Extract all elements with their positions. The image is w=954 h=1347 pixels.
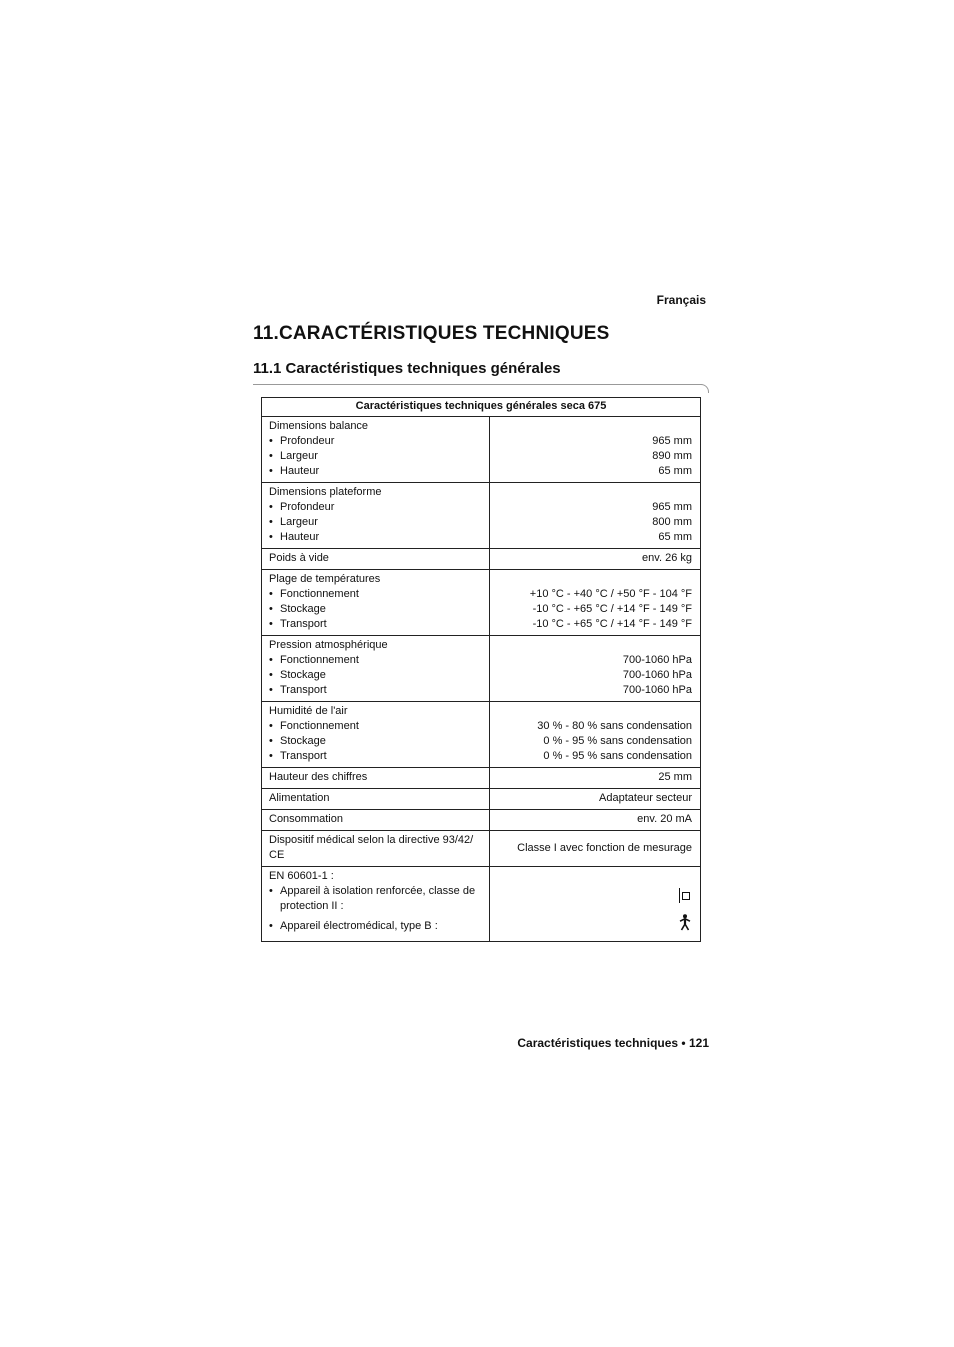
row-label-cell xyxy=(262,570,490,636)
row-value-cell xyxy=(490,570,701,636)
list-item: • Stockage xyxy=(269,603,326,615)
type-b-icon xyxy=(679,914,691,931)
row-value: env. 26 kg xyxy=(490,549,701,570)
table-header-row xyxy=(262,398,701,417)
row-label: Plage de températures xyxy=(269,573,381,585)
table-row xyxy=(262,768,701,789)
row-value: 700-1060 hPa xyxy=(622,669,692,681)
list-item: • Transport xyxy=(269,684,327,696)
list-item: • Fonctionnement xyxy=(269,654,359,666)
row-label: Humidité de l'air xyxy=(269,705,348,717)
specs-table xyxy=(261,397,701,942)
row-value: Adaptateur secteur xyxy=(490,789,701,810)
row-value: 25 mm xyxy=(490,768,701,789)
list-item: • Appareil à isolation renforcée, classe de protection II : xyxy=(269,885,476,912)
row-value: -10 °C - +65 °C / +14 °F - 149 °F xyxy=(532,603,692,615)
row-label: EN 60601-1 : xyxy=(269,870,334,882)
row-label: Hauteur des chiffres xyxy=(262,768,490,789)
list-item: • Stockage xyxy=(269,735,326,747)
row-label-cell xyxy=(262,417,490,483)
row-label: Poids à vide xyxy=(262,549,490,570)
table-row xyxy=(262,636,701,702)
list-item: • Stockage xyxy=(269,669,326,681)
section-title: 11.1 Caractéristiques techniques générales xyxy=(253,360,561,377)
row-value: 700-1060 hPa xyxy=(622,684,692,696)
row-value-cell xyxy=(490,702,701,768)
table-row xyxy=(262,789,701,810)
row-value: 700-1060 hPa xyxy=(622,654,692,666)
row-label-cell xyxy=(262,867,490,942)
row-value: 890 mm xyxy=(652,450,692,462)
chapter-title: 11.CARACTÉRISTIQUES TECHNIQUES xyxy=(253,323,610,344)
table-row xyxy=(262,549,701,570)
row-value: 965 mm xyxy=(652,435,692,447)
row-label: Dispositif médical selon la directive 93/42/ CE xyxy=(262,831,490,867)
list-item: • Appareil électromédical, type B : xyxy=(269,920,438,932)
list-item: • Transport xyxy=(269,750,327,762)
row-label-cell xyxy=(262,636,490,702)
row-value: 30 % - 80 % sans condensation xyxy=(537,720,692,732)
row-value: 0 % - 95 % sans condensation xyxy=(543,750,692,762)
list-item: • Fonctionnement xyxy=(269,720,359,732)
table-row xyxy=(262,483,701,549)
row-value: 65 mm xyxy=(658,465,692,477)
table-row xyxy=(262,867,701,942)
row-label: Alimentation xyxy=(262,789,490,810)
section-rule xyxy=(253,384,702,385)
row-value-cell xyxy=(490,483,701,549)
row-value: 0 % - 95 % sans condensation xyxy=(543,735,692,747)
list-item: • Profondeur xyxy=(269,501,335,513)
row-value: 800 mm xyxy=(652,516,692,528)
table-row xyxy=(262,417,701,483)
row-label-cell xyxy=(262,483,490,549)
row-label: Pression atmosphérique xyxy=(269,639,388,651)
list-item: • Largeur xyxy=(269,450,318,462)
row-label: Dimensions balance xyxy=(269,420,369,432)
table-row xyxy=(262,831,701,867)
language-label: Français xyxy=(656,293,706,307)
list-item: • Largeur xyxy=(269,516,318,528)
row-value-cell xyxy=(490,636,701,702)
list-item: • Transport xyxy=(269,618,327,630)
list-item: • Hauteur xyxy=(269,465,320,477)
list-item: • Profondeur xyxy=(269,435,335,447)
table-row xyxy=(262,810,701,831)
row-value: 965 mm xyxy=(652,501,692,513)
row-value: +10 °C - +40 °C / +50 °F - 104 °F xyxy=(529,588,692,600)
row-label: Dimensions plateforme xyxy=(269,486,382,498)
row-value: env. 20 mA xyxy=(490,810,701,831)
table-header: Caractéristiques techniques générales seca 675 xyxy=(262,398,701,417)
class-ii-icon xyxy=(679,888,691,903)
row-label: Consommation xyxy=(262,810,490,831)
row-value: Classe I avec fonction de mesurage xyxy=(490,831,701,867)
list-item: • Fonctionnement xyxy=(269,588,359,600)
list-item: • Hauteur xyxy=(269,531,320,543)
row-value: -10 °C - +65 °C / +14 °F - 149 °F xyxy=(532,618,692,630)
page-footer: Caractéristiques techniques • 121 xyxy=(517,1036,709,1050)
table-row xyxy=(262,702,701,768)
row-label-cell xyxy=(262,702,490,768)
row-value-cell xyxy=(490,867,701,942)
table-row xyxy=(262,570,701,636)
row-value: 65 mm xyxy=(658,531,692,543)
row-value-cell xyxy=(490,417,701,483)
section-rule-end xyxy=(700,384,709,393)
